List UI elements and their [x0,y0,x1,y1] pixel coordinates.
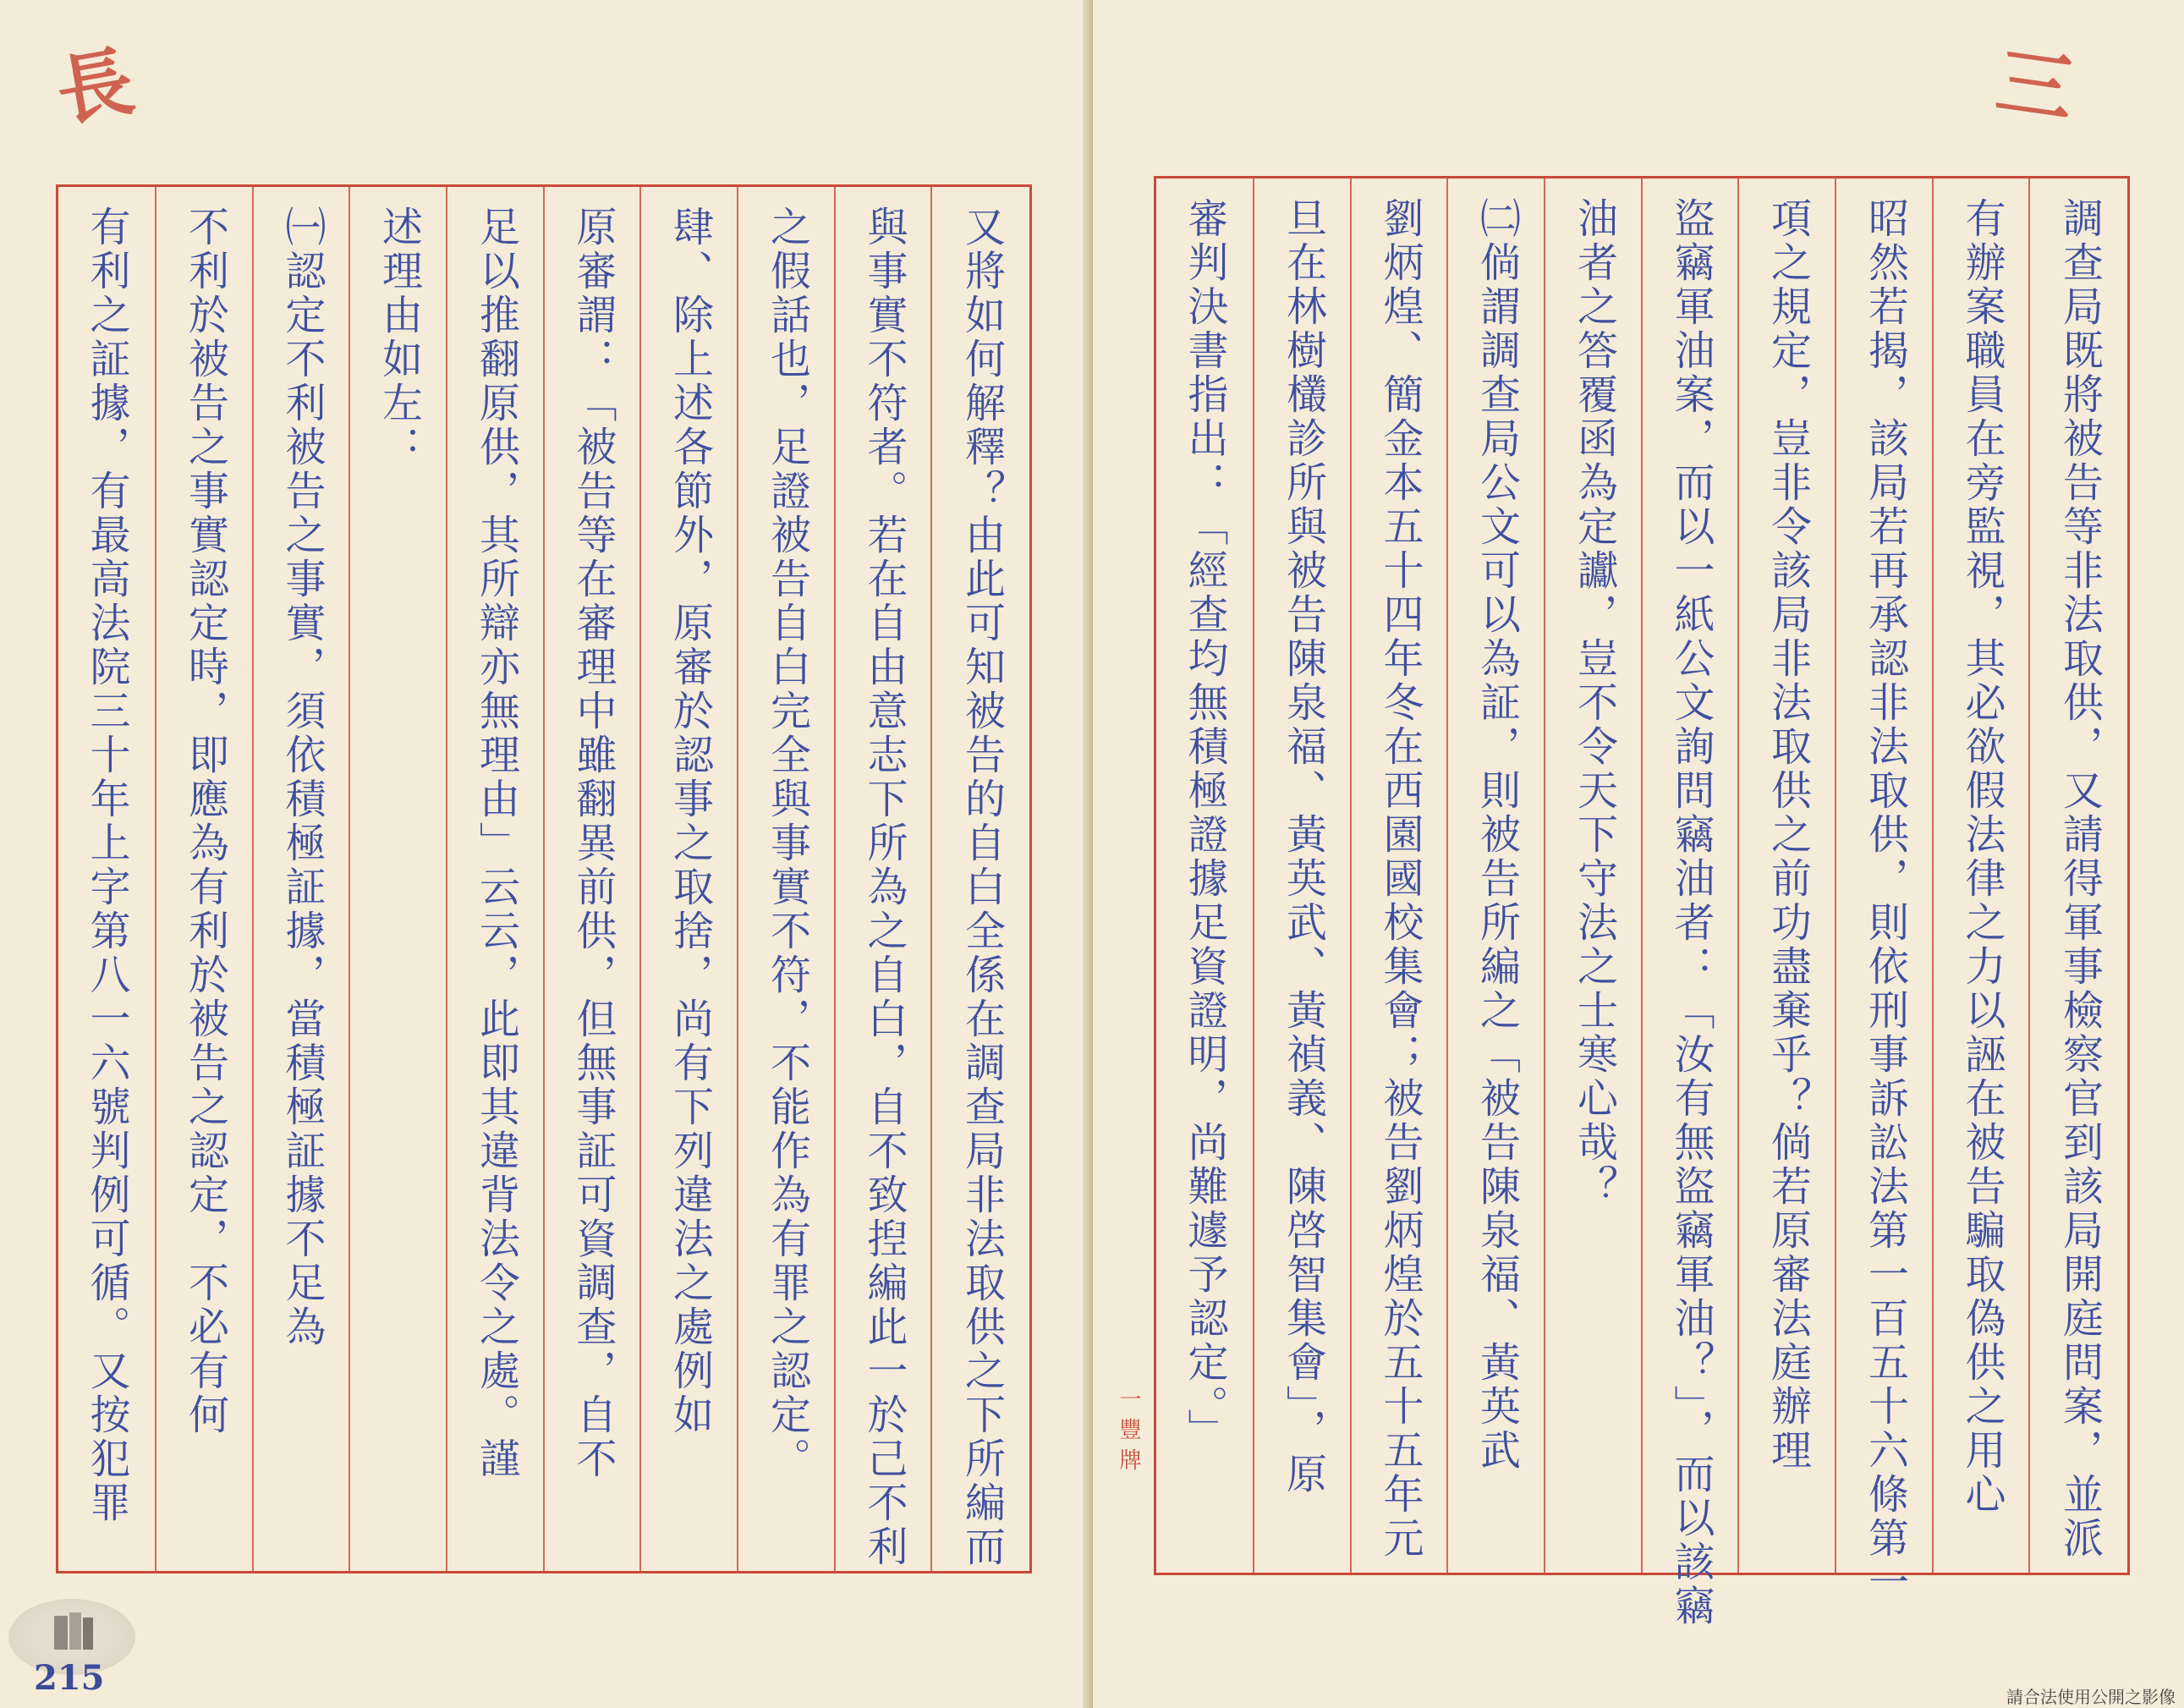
column-text: 油者之答覆函為定讞，豈不令天下守法之士寒心哉？ [1570,197,1618,1209]
column [1446,178,1545,1573]
column-text: 與事實不符者。若在自由意志下所為之自白，自不致揑編此一於己不利 [860,206,908,1569]
column [58,187,155,1571]
usage-notice: 請合法使用公開之影像 [2006,1687,2176,1707]
column [1932,178,2030,1573]
column [1641,178,1739,1628]
left-ruled-frame [56,184,1032,1573]
column [1737,178,1836,1573]
column [1835,178,1934,1605]
column-text: 有辦案職員在旁監視，其必欲假法律之力以誣在被告騙取偽供之用心 [1958,197,2006,1517]
column-text: 肆、除上述各節外，原審於認事之取捨，尚有下列違法之處例如 [666,206,714,1437]
column-text: 原審謂：「被告等在審理中雖翻異前供，但無事証可資調查，自不 [569,206,617,1481]
column-text: 有利之証據，有最高法院三十年上字第八一六號判例可循。又按犯罪 [83,206,130,1525]
column [639,187,738,1571]
column-text: 旦在林樹欉診所與被告陳泉福、黃英武、黃禎義、陳啓智集會」，原 [1279,197,1327,1497]
page-number: 215 [34,1658,105,1698]
column [834,187,932,1571]
column [543,187,641,1571]
left-seal-stamp: 長 [49,36,140,138]
column [1350,178,1448,1573]
column-text: 項之規定，豈非令該局非法取供之前功盡棄乎？倘若原審法庭辦理 [1764,197,1812,1473]
book-icon [47,1607,98,1658]
column-text: ㈡倘謂調查局公文可以為証，則被告所編之「被告陳泉福、黃英武 [1473,197,1521,1473]
column-text: 盜竊軍油案，而以一紙公文詢問竊油者：「汝有無盜竊軍油？」，而以該竊 [1667,197,1715,1628]
column [930,187,1031,1571]
column-text: 調查局既將被告等非法取供，又請得軍事檢察官到該局開庭問案，並派 [2055,197,2104,1561]
column [2028,178,2129,1573]
column-text: 述理由如左： [375,206,423,470]
column [446,187,545,1571]
column [1156,178,1253,1573]
column [1544,178,1643,1573]
column [252,187,350,1571]
right-seal-stamp: 三 [1990,36,2079,135]
column-text: 昭然若揭，該局若再承認非法取供，則依刑事訴訟法第一百五十六條第一 [1861,197,1909,1605]
folio-mark: 一豐牌 [1116,1387,1141,1479]
column-text: 足以推翻原供，其所辯亦無理由」云云，此即其違背法令之處。謹 [472,206,520,1481]
column [155,187,254,1571]
column-text: 又將如何解釋？由此可知被告的自白全係在調查局非法取供之下所編而 [958,206,1006,1569]
right-page [1093,0,2184,1708]
column-text: 審判決書指出：「經查均無積極證據足資證明，尚難遽予認定。」 [1181,197,1228,1453]
column [1253,178,1352,1573]
column [737,187,836,1571]
column [348,187,447,1571]
column-text: ㈠認定不利被告之事實，須依積極証據，當積極証據不足為 [278,206,326,1349]
column-text: 不利於被告之事實認定時，即應為有利於被告之認定，不必有何 [181,206,229,1437]
column-text: 之假話也，足證被告自白完全與事實不符，不能作為有罪之認定。 [763,206,811,1481]
column-text: 劉炳煌、簡金本五十四年冬在西園國校集會；被告劉炳煌於五十五年元 [1376,197,1424,1561]
right-ruled-frame [1154,176,2130,1628]
